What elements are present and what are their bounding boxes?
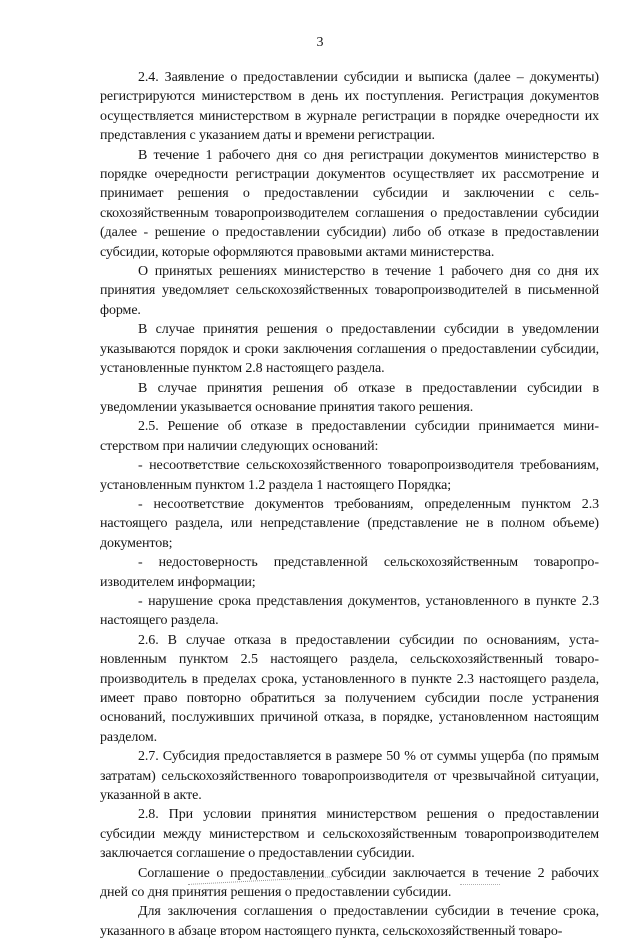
list-item-ground-2: - несоответствие документов требованиям, определенным пунктом 2.3 настоящего раздела, или непредставление (представление не в полном объеме) документов; [100,496,599,551]
list-item-ground-3: - недостоверность представленной сельскохозяйственным товаропроизводителем информации; [100,555,599,590]
paragraph-2-7: 2.7. Субсидия предоставляется в размере 50 % от суммы ущерба (по прямым затратам) сельскохозяйственного товаропроизводителя от чрезвычайной ситуации, указанной в акте. [100,749,599,804]
paragraph-refusal-notice: В случае принятия решения об отказе в предоставлении субсидии в уведомлении указывается основание принятия такого решения. [100,380,599,415]
paragraph-2-6: 2.6. В случае отказа в предоставлении субсидии по основаниям, установленным пунктом 2.5 настоящего раздела, сельскохозяйственный товаропроизводитель в пределах срока, установленного в пункте 2.3 настоящего раздела, имеет право повторно обратиться за получением субсидии после устранения оснований, послуживших причиной отказа, в порядке, установленном настоящим разделом. [100,632,599,745]
paragraph-review-term: В течение 1 рабочего дня со дня регистрации документов министерство в порядке очередности регистрации документов осуществляет их рассмотрение и принимает решения о предоставлении субсидии и заключении с сельскохозяйственным товаропроизводителем соглашения о предоставлении субсидии (далее - решение о предоставлении субсидии) либо об отказе в предоставлении субсидии, которые оформляются правовыми актами министерства. [100,147,599,260]
paragraph-notification: О принятых решениях министерство в течение 1 рабочего дня со дня их принятия уведомляет сельскохозяйственных товаропроизводителей в письменной форме. [100,264,599,318]
list-item-ground-4: - нарушение срока представления документов, установленного в пункте 2.3 настоящего раздела. [100,593,599,629]
paragraph-2-4: 2.4. Заявление о предоставлении субсидии и выписка (далее – документы) регистрируются министерством в день их поступления. Регистрация документов осуществляется министерством в журнале регистрации в порядке очередности их представления с указанием даты и времени регистрации. [100,70,599,144]
paragraph-agreement-term: Соглашение о предоставлении субсидии заключается в течение 2 рабочих дней со дня принятия решения о предоставлении субсидии. [100,865,599,901]
page-number: 3 [316,35,324,50]
scan-artifact [460,884,500,885]
paragraph-agreement-conclusion: Для заключения соглашения о предоставлении субсидии в течение срока, указанного в абзаце втором настоящего пункта, сельскохозяйственный товаро- [100,904,599,939]
document-body [100,68,599,941]
paragraph-2-8: 2.8. При условии принятия министерством решения о предоставлении субсидии между министерством и сельскохозяйственным товаропроизводителем заключается соглашение о предоставлении субсидии. [100,807,599,862]
paragraph-approval-notice: В случае принятия решения о предоставлении субсидии в уведомлении указываются порядок и сроки заключения соглашения о предоставлении субсидии, установленные пунктом 2.8 настоящего раздела. [100,322,599,377]
list-item-ground-1: - несоответствие сельскохозяйственного товаропроизводителя требованиям, установленным пунктом 1.2 раздела 1 настоящего Порядка; [100,458,599,493]
paragraph-2-5: 2.5. Решение об отказе в предоставлении субсидии принимается министерством при наличии следующих оснований: [100,419,599,454]
